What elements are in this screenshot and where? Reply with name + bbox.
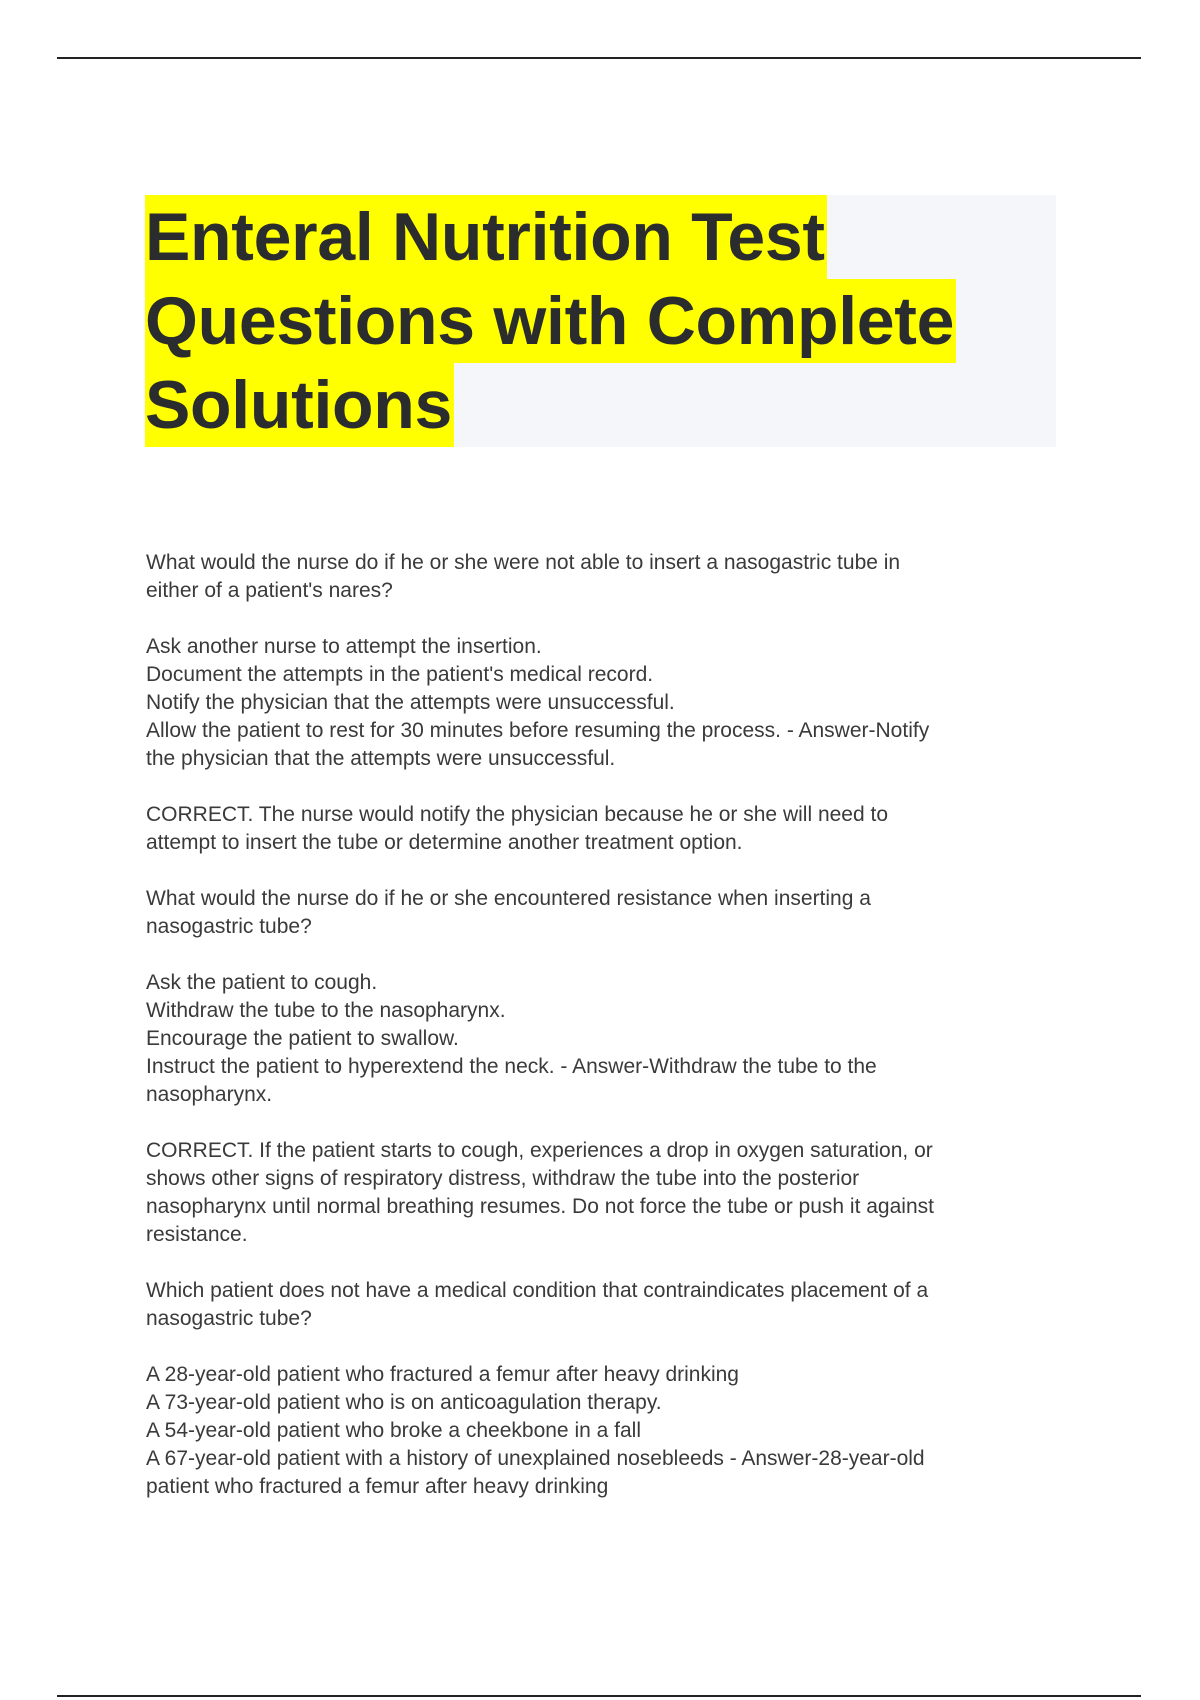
footer-rule bbox=[57, 1695, 1141, 1697]
question-text: either of a patient's nares? bbox=[146, 579, 393, 602]
title-line: Enteral Nutrition Test bbox=[145, 195, 827, 279]
explanation-text: shows other signs of respiratory distress, withdraw the tube into the posterior bbox=[146, 1167, 860, 1190]
answer-text: nasopharynx. bbox=[146, 1083, 273, 1106]
title-line: Solutions bbox=[145, 363, 454, 447]
title-line: Questions with Complete bbox=[145, 279, 956, 363]
option-text: Notify the physician that the attempts were unsuccessful. bbox=[146, 691, 675, 714]
question-1 bbox=[146, 549, 1066, 885]
question-text: Which patient does not have a medical condition that contraindicates placement of a bbox=[146, 1279, 929, 1302]
option-text: Document the attempts in the patient's medical record. bbox=[146, 663, 654, 686]
question-3 bbox=[146, 1277, 1066, 1501]
explanation-text: nasopharynx until normal breathing resumes. Do not force the tube or push it against bbox=[146, 1195, 934, 1218]
option-text: A 73-year-old patient who is on anticoagulation therapy. bbox=[146, 1391, 662, 1414]
option-text: Ask another nurse to attempt the insertion. bbox=[146, 635, 542, 658]
explanation-text: attempt to insert the tube or determine another treatment option. bbox=[146, 831, 743, 854]
question-text: What would the nurse do if he or she encountered resistance when inserting a bbox=[146, 887, 871, 910]
explanation-text: CORRECT. The nurse would notify the physician because he or she will need to bbox=[146, 803, 889, 826]
option-text: Withdraw the tube to the nasopharynx. bbox=[146, 999, 506, 1022]
option-text: Ask the patient to cough. bbox=[146, 971, 378, 994]
answer-text: the physician that the attempts were unsuccessful. bbox=[146, 747, 616, 770]
option-text: Instruct the patient to hyperextend the neck. - Answer-Withdraw the tube to the bbox=[146, 1055, 877, 1078]
question-text: nasogastric tube? bbox=[146, 915, 312, 938]
question-2 bbox=[146, 885, 1066, 1277]
answer-text: patient who fractured a femur after heavy drinking bbox=[146, 1475, 609, 1498]
explanation-text: resistance. bbox=[146, 1223, 248, 1246]
option-text: Encourage the patient to swallow. bbox=[146, 1027, 459, 1050]
header-rule bbox=[57, 57, 1141, 59]
option-text: A 28-year-old patient who fractured a femur after heavy drinking bbox=[146, 1363, 739, 1386]
document-body bbox=[146, 549, 1066, 1501]
question-text: nasogastric tube? bbox=[146, 1307, 312, 1330]
document-title bbox=[145, 195, 1056, 447]
option-text: A 67-year-old patient with a history of unexplained nosebleeds - Answer-28-year-old bbox=[146, 1447, 925, 1470]
question-text: What would the nurse do if he or she were not able to insert a nasogastric tube in bbox=[146, 551, 901, 574]
explanation-text: CORRECT. If the patient starts to cough, experiences a drop in oxygen saturation, or bbox=[146, 1139, 933, 1162]
option-text: A 54-year-old patient who broke a cheekbone in a fall bbox=[146, 1419, 641, 1442]
option-text: Allow the patient to rest for 30 minutes before resuming the process. - Answer-Notify bbox=[146, 719, 930, 742]
